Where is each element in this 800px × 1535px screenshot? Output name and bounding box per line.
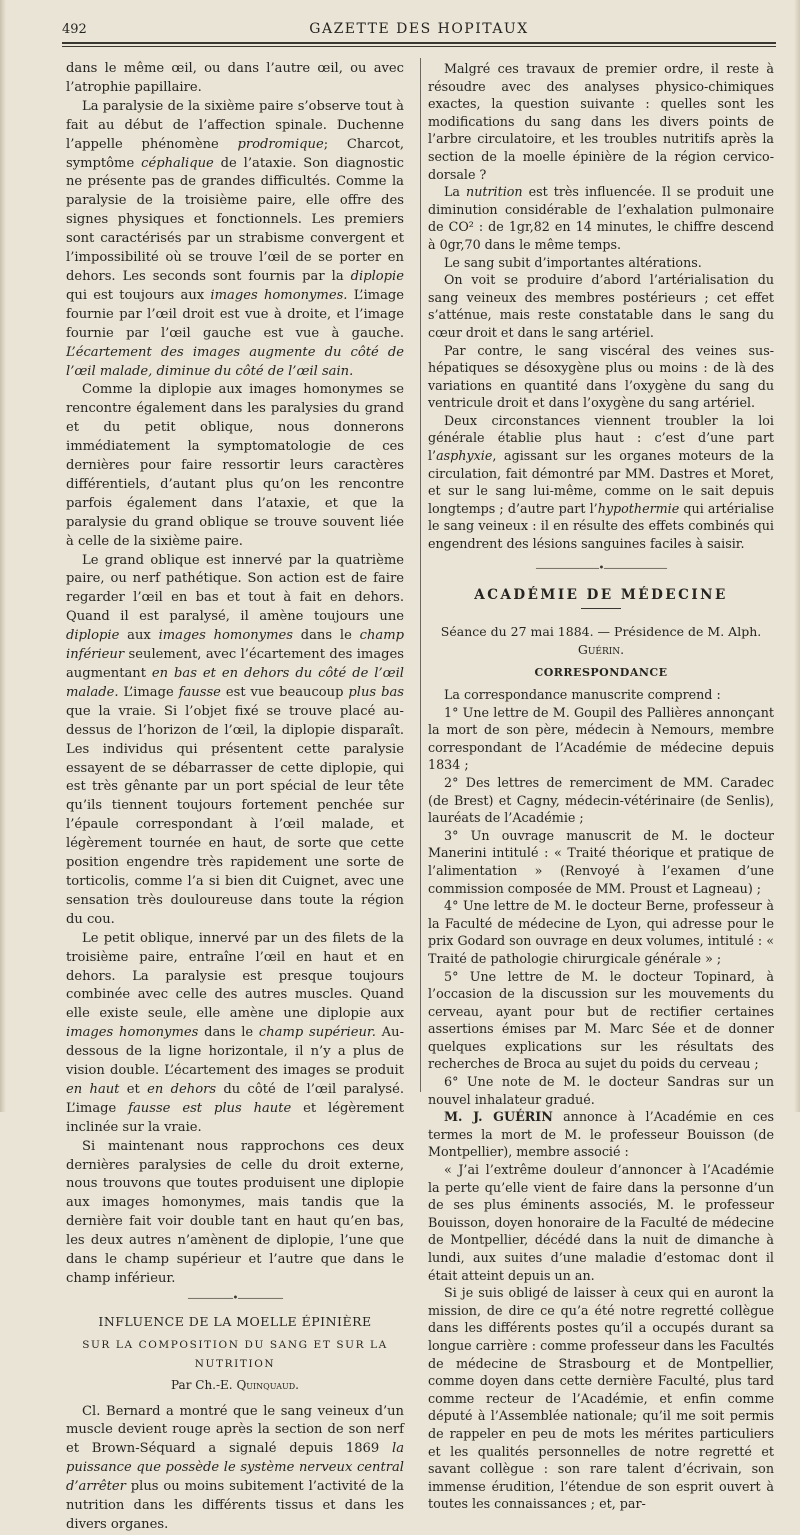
short-rule bbox=[581, 608, 621, 609]
list-item: 4° Une lettre de M. le docteur Berne, professeur à la Faculté de médecine de Lyon, qui adresse pour le prix Godard son ouvrage en deux volumes, intitulé : « Traité de pathologie chirurgicale générale » ; bbox=[428, 898, 774, 966]
paragraph: Le grand oblique est innervé par la quatrième paire, ou nerf pathétique. Son action est de faire regarder l’œil en bas et tout à fait en dehors. Quand il est paralysé, il amène toujours une diplopie aux images homonymes dans le champ inférieur seulement, avec l’écartement des images augmentant en bas et en dehors du côté de l’œil malade. L’image fausse est vue beaucoup plus bas que la vraie. Si l’objet fixé se trouve placé au-dessus de l’horizon de l’œil, la diplopie disparaît. Les individus qui présentent cette paralysie essayent de se débarrasser de cette diplopie, qui est très gênante par un port spécial de leur tête qu’ils tiennent toujours fortement penchée sur l’épaule correspondant à l’œil malade, et légèrement tournée en haut, de sorte que cette position engendre très rapidement une sorte de torticolis, comme l’a si bien dit Cuignet, avec une sensation très douloureuse dans toute la région du cou. bbox=[66, 552, 404, 927]
seance-line: Séance du 27 mai 1884. — Présidence de M. Alph. Guérin. bbox=[440, 624, 762, 657]
paragraph: Si maintenant nous rapprochons ces deux dernières paralysies de celle du droit externe, nous trouvons que toutes produisent une diplopie aux images homonymes, mais tandis que la dernière fait voir double tant en haut qu’en bas, les deux autres n’amènent de diplopie, l’une que dans le champ supérieur et l’autre que dans le champ inférieur. bbox=[66, 1138, 404, 1286]
list-item: 5° Une lettre de M. le docteur Topinard, à l’occasion de la discussion sur les mouvements du cerveau, ayant pour but de rectifier certaines assertions émises par M. Marc Sée et de donner quelques explications sur les résultats des recherches de Broca au sujet du poids du cerveau ; bbox=[428, 968, 774, 1072]
article-author: Par Ch.-E. Quinquaud. bbox=[171, 1377, 299, 1392]
article-title: INFLUENCE DE LA MOELLE ÉPINIÈRE bbox=[98, 1313, 372, 1329]
section-separator: ———————•——————— bbox=[535, 562, 667, 574]
header-rule-thick bbox=[62, 42, 776, 44]
paragraph: Le petit oblique, innervé par un des filets de la troisième paire, entraîne l’œil en haut et en dehors. La paralysie est presque toujours combinée avec celle des autres muscles. Quand elle existe seule, elle amène une diplopie aux images homonymes dans le champ supérieur. Au-dessous de la ligne horizontale, il n’y a plus de vision double. L’écartement des images se produit en haut et en dehors du côté de l’œil paralysé. L’image fausse est plus haute et légèrement inclinée sur la vraie. bbox=[66, 930, 405, 1135]
paragraph: dans le même œil, ou dans l’autre œil, ou avec l’atrophie papillaire. bbox=[66, 61, 404, 95]
list-item: 1° Une lettre de M. Goupil des Pallières annonçant la mort de son père, médecin à Nemours, membre correspondant de l’Académie de médecine depuis 1834 ; bbox=[428, 704, 774, 773]
column-divider bbox=[420, 58, 421, 1092]
paragraph: M. J. GUÉRIN annonce à l’Académie en ces termes la mort de M. le professeur Bouisson (de Montpellier), membre associé : bbox=[428, 1109, 774, 1160]
paragraph: La nutrition est très influencée. Il se produit une diminution considérable de l’exhalation pulmonaire de CO² : de 1gr,82 en 14 minutes, le chiffre descend à 0gr,70 dans le même temps. bbox=[428, 184, 774, 252]
paragraph: Comme la diplopie aux images homonymes se rencontre également dans les paralysies du grand et du petit oblique, nous donnerons immédiatement la symptomatologie de ces dernières pour faire ressortir leurs caractères différentiels, d’autant plus qu’on les rencontre parfois également dans l’ataxie, et que la paralysie du grand oblique se trouve souvent liée à celle de la sixième paire. bbox=[66, 382, 404, 549]
paragraph: On voit se produire d’abord l’artérialisation du sang veineux des membres postérieurs ; cet effet s’atténue, mais reste constatable dans le sang du cœur droit et dans le sang artériel. bbox=[428, 272, 774, 340]
paragraph: Deux circonstances viennent troubler la loi générale établie plus haut : c’est d’une part l’asphyxie, agissant sur les organes moteurs de la circulation, fait démontré par MM. Dastres et Moret, et sur le sang lui-même, comme on le sait depuis longtemps ; d’autre part l’hypothermie qui artérialise le sang veineux : il en résulte des effets combinés qui engendrent des lésions sanguines faciles à saisir. bbox=[428, 412, 774, 552]
page-number: 492 bbox=[62, 22, 87, 37]
page-header bbox=[62, 18, 776, 38]
page-edge-left bbox=[0, 0, 6, 1112]
journal-title: GAZETTE DES HOPITAUX bbox=[309, 21, 529, 37]
subsection-title: CORRESPONDANCE bbox=[534, 666, 668, 680]
page-edge-right bbox=[794, 0, 800, 1112]
right-column bbox=[428, 60, 774, 1513]
list-item: 2° Des lettres de remerciment de MM. Caradec (de Brest) et Cagny, médecin-vétérinaire (de Senlis), lauréats de l’Académie ; bbox=[428, 774, 774, 826]
list-item: 6° Une note de M. le docteur Sandras sur un nouvel inhalateur gradué. bbox=[428, 1074, 774, 1107]
section-title: ACADÉMIE DE MÉDECINE bbox=[474, 586, 728, 603]
paragraph: Si je suis obligé de laisser à ceux qui en auront la mission, de dire ce qu’a été notre regretté collègue dans les différents postes qu’il a occupés durant sa longue carrière : comme professeur dans les Facultés de médecine de Strasbourg et de Montpellier, comme doyen dans cette dernière Faculté, plus tard comme recteur de l’Académie, et enfin comme député à l’Assemblée nationale; qu’il me soit permis de rappeler en peu de mots les mérites particuliers et les qualités personnelles de notre regretté et savant collègue : son rare talent d’écrivain, son immense érudition, l’étendue de son esprit ouvert à toutes les connaissances ; et, par- bbox=[428, 1285, 774, 1512]
list-item: 3° Un ouvrage manuscrit de M. le docteur Manerini intitulé : « Traité théorique et pratique de l’alimentation » (Renvoyé à l’examen d’une commission composée de MM. Proust et Lagneau) ; bbox=[428, 827, 774, 896]
paragraph: Cl. Bernard a montré que le sang veineux d’un muscle devient rouge après la section de son nerf et Brown-Séquard a signalé depuis 1869 la puissance que possède le système nerveux central d’arrêter plus ou moins subitement l’activité de la nutrition dans les différents tissus et dans les divers organes. bbox=[66, 1403, 404, 1532]
paragraph: Malgré ces travaux de premier ordre, il reste à résoudre avec des analyses physico-chimiques exactes, la question suivante : quelles sont les modifications du sang dans les divers points de l’arbre circulatoire, et les troubles nutritifs après la section de la moelle épinière de la région cervico-dorsale ? bbox=[428, 61, 774, 182]
paragraph: Par contre, le sang viscéral des veines sus-hépatiques se désoxygène plus ou moins : de là des variations en quantité dans l’oxygène du sang du ventricule droit et dans l’oxygène du sang artériel. bbox=[428, 342, 774, 411]
paragraph: Le sang subit d’importantes altérations. bbox=[444, 254, 702, 270]
paragraph: « J’ai l’extrême douleur d’annoncer à l’Académie la perte qu’elle vient de faire dans la personne d’un de ses plus éminents associés, M. le professeur Bouisson, doyen honoraire de la Faculté de médecine de Montpellier, décédé dans la nuit de dimanche à lundi, aux suites d’une maladie d’estomac dont il était atteint depuis un an. bbox=[428, 1162, 774, 1283]
section-separator: —————•————— bbox=[187, 1292, 283, 1304]
article-subtitle: SUR LA COMPOSITION DU SANG ET SUR LA NUTRITION bbox=[82, 1338, 388, 1370]
left-column bbox=[66, 60, 404, 1535]
paragraph: La correspondance manuscrite comprend : bbox=[444, 687, 721, 702]
header-rule-thin bbox=[62, 46, 776, 47]
paragraph: La paralysie de la sixième paire s’observe tout à fait au début de l’affection spinale. Duchenne l’appelle phénomène prodromique; Charcot, symptôme céphalique de l’ataxie. Son diagnostic ne présente pas de grandes difficultés. Comme la paralysie de la troisième paire, elle offre des signes physiques et fonctionnels. Les premiers sont caractérisés par un strabisme convergent et l’impossibilité où se trouve l’œil de se porter en dehors. Les seconds sont fournis par la diplopie qui est toujours aux images homonymes. L’image fournie par l’œil droit est vue à droite, et l’image fournie par l’œil gauche est vue à gauche. L’écartement des images augmente du côté de l’œil malade, diminue du côté de l’œil sain. bbox=[66, 98, 405, 379]
